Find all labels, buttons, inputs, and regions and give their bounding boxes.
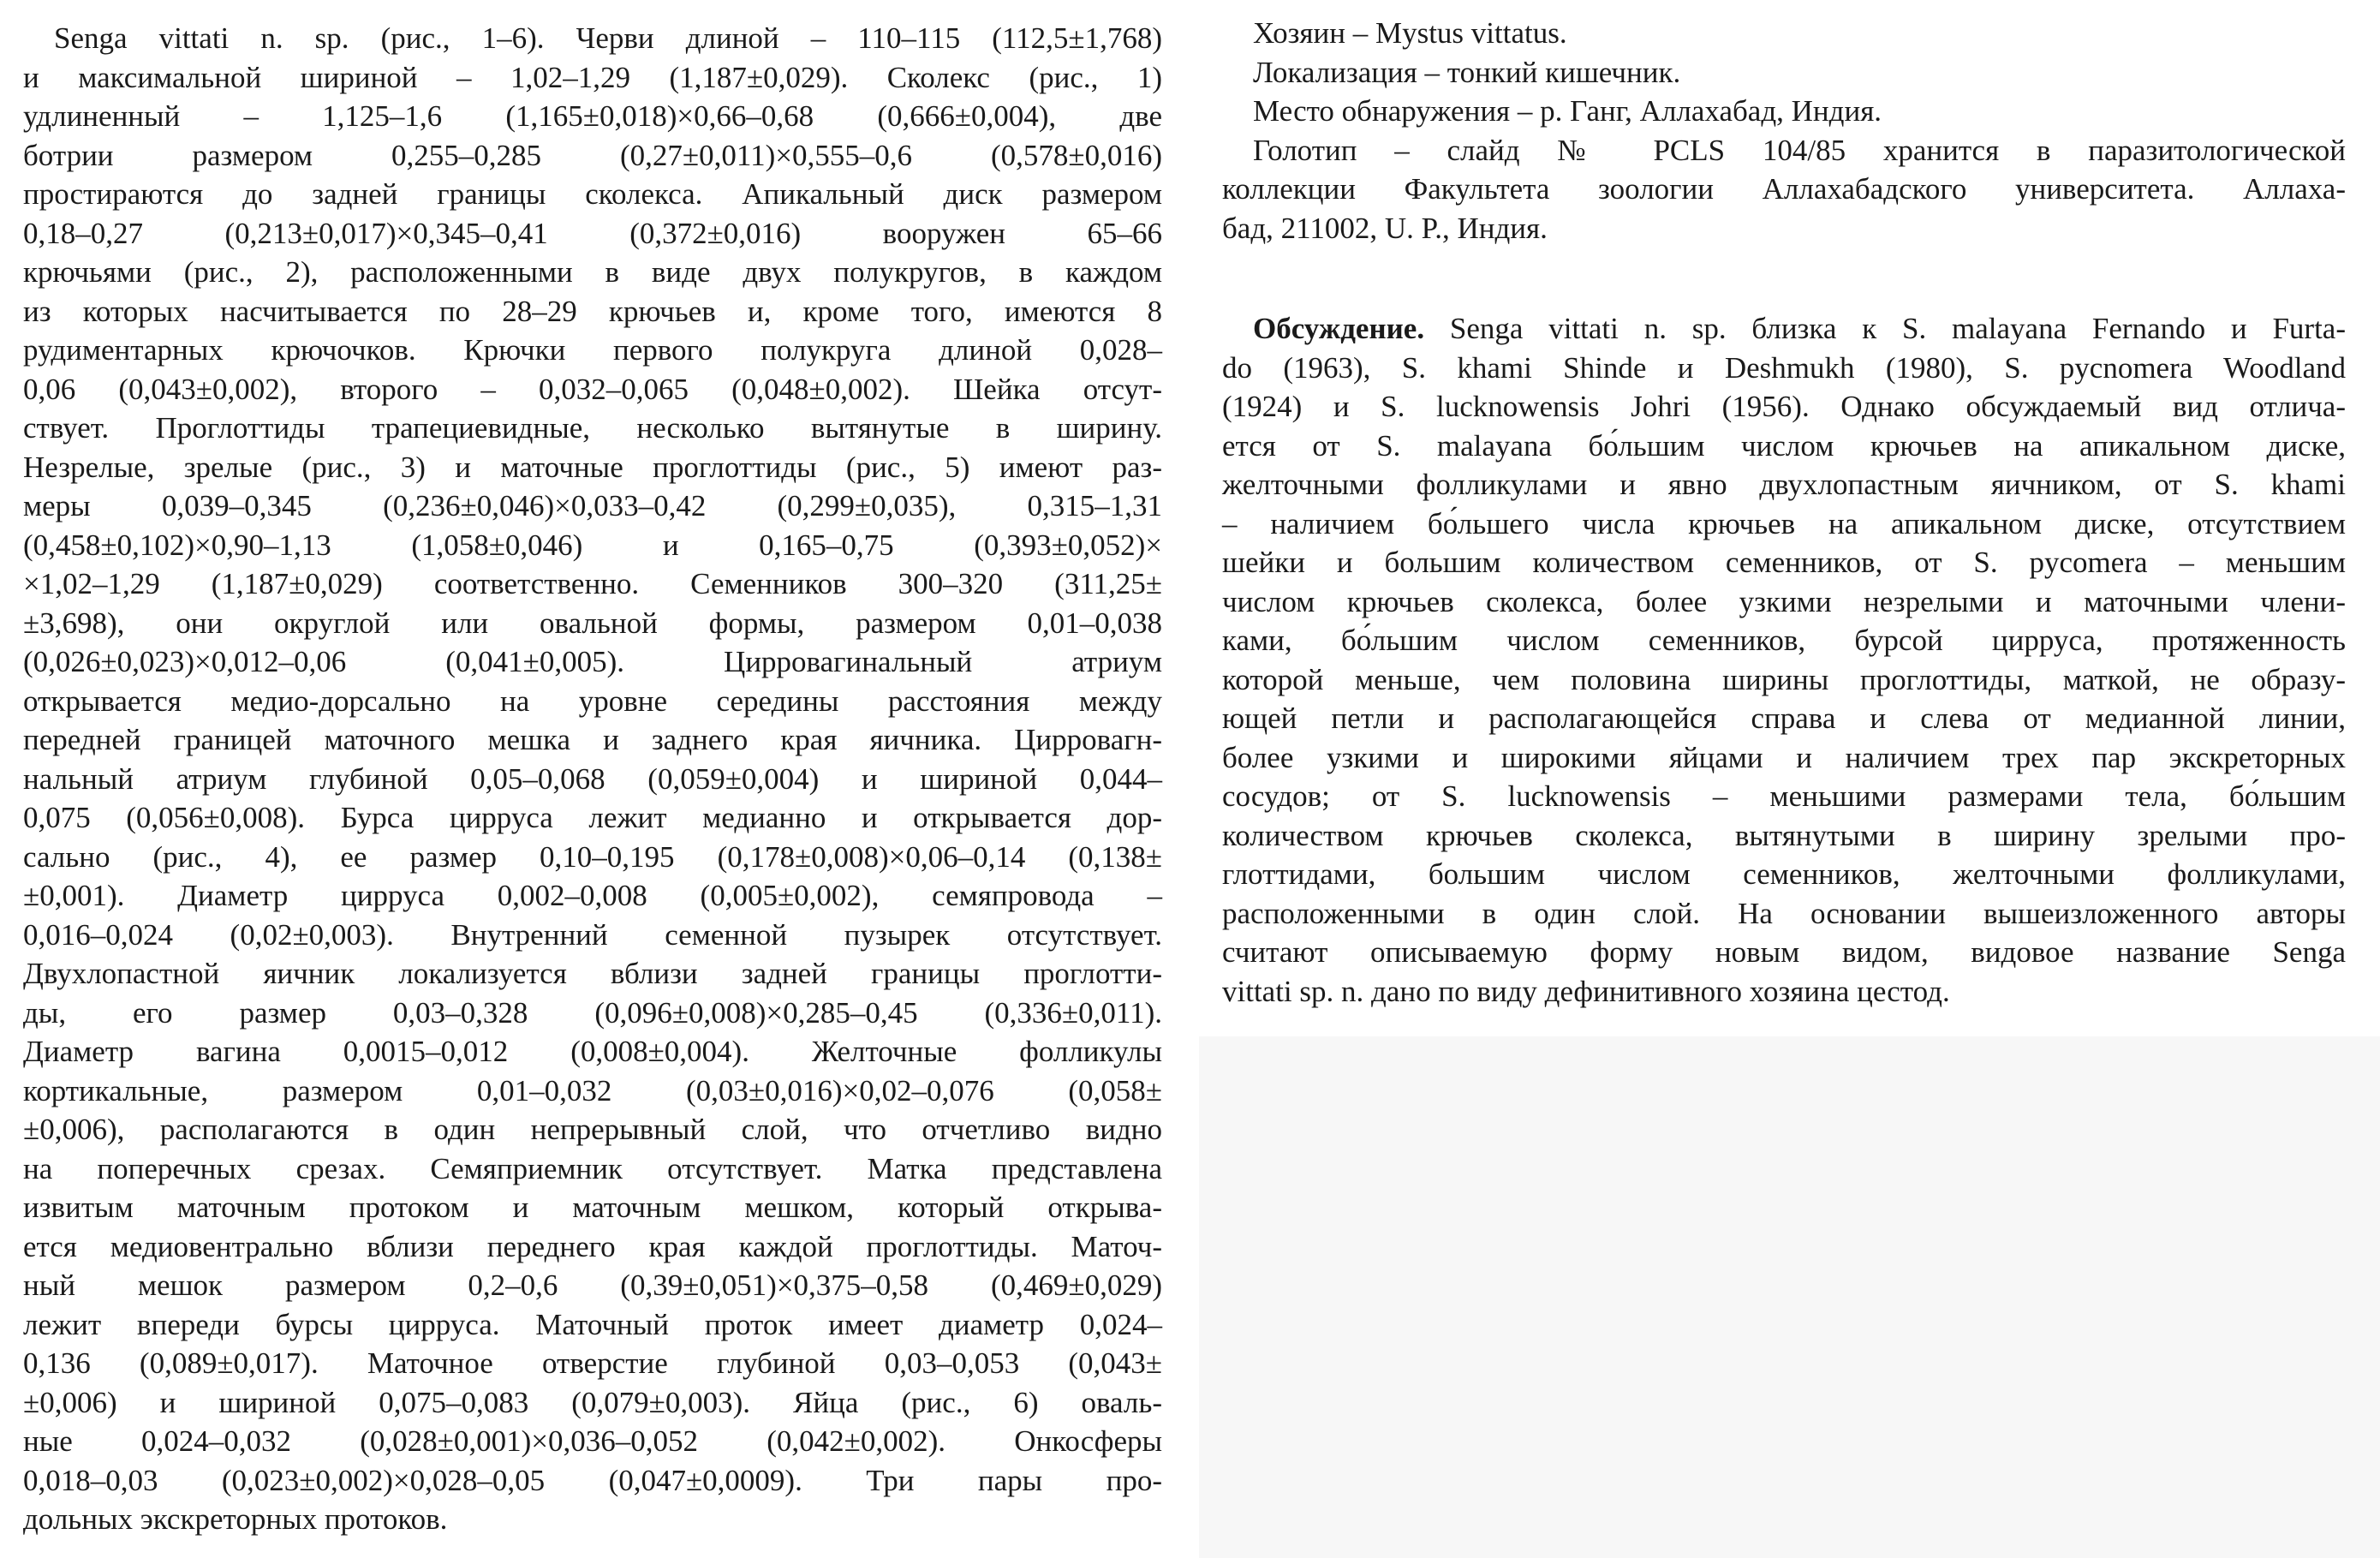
text-line: (1924) и S. lucknowensis Johri (1956). Однако обсуждаемый вид отлича-: [1222, 390, 2346, 423]
text-line: vittati sp. n. дано по виду дефинитивного хозяина цестод.: [1222, 974, 1950, 1008]
paragraph: [23, 19, 1162, 1539]
text-line: 0,018–0,03 (0,023±0,002)×0,028–0,05 (0,047±0,0009). Три пары про-: [23, 1463, 1162, 1497]
text-line: меры 0,039–0,345 (0,236±0,046)×0,033–0,42 (0,299±0,035), 0,315–1,31: [23, 489, 1162, 522]
text-line: бад, 211002, U. P., Индия.: [1222, 211, 1548, 245]
text-line: рудиментарных крючочков. Крючки первого полукруга длиной 0,028–: [23, 333, 1162, 367]
text-line: ботрии размером 0,255–0,285 (0,27±0,011)×0,555–0,6 (0,578±0,016): [23, 138, 1162, 172]
text-line: ющей петли и располагающейся справа и слева от медианной линии,: [1222, 701, 2346, 735]
text-line: желточными фолликулами и явно двухлопастным яичником, от S. khami: [1222, 468, 2346, 501]
text-line: лежит впереди бурсы цирруса. Маточный проток имеет диаметр 0,024–: [23, 1307, 1162, 1341]
paragraph: [1222, 92, 2346, 131]
text-line: (0,458±0,102)×0,90–1,13 (1,058±0,046) и 0,165–0,75 (0,393±0,052)×: [23, 528, 1162, 562]
text-line: Место обнаружения – р. Ганг, Аллахабад, Индия.: [1253, 94, 1882, 128]
text-line: 0,18–0,27 (0,213±0,017)×0,345–0,41 (0,372±0,016) вооружен 65–66: [23, 216, 1162, 250]
text-line: ды, его размер 0,03–0,328 (0,096±0,008)×0,285–0,45 (0,336±0,011).: [23, 995, 1162, 1030]
left-column-description: [23, 19, 1162, 1539]
paragraph: [1222, 53, 2346, 93]
text-line: кортикальные, размером 0,01–0,032 (0,03±0,016)×0,02–0,076 (0,058±: [23, 1073, 1162, 1107]
text-line: ные 0,024–0,032 (0,028±0,001)×0,036–0,052 (0,042±0,002). Онкосферы: [23, 1424, 1162, 1458]
text-line: дольных экскреторных протоков.: [23, 1502, 448, 1536]
text-line: расположенными в один слой. На основании вышеизложенного авторы: [1222, 896, 2346, 930]
text-line: 0,075 (0,056±0,008). Бурса цирруса лежит медианно и открывается дор-: [23, 801, 1162, 834]
text-line: Хозяин – Mystus vittatus.: [1253, 16, 1567, 50]
text-line: ±0,001). Диаметр цирруса 0,002–0,008 (0,005±0,002), семяпровода –: [23, 879, 1162, 912]
text-line: крючьями (рис., 2), расположенными в виде двух полукругов, в каждом: [23, 255, 1162, 289]
discussion-text: Senga vittati n. sp. близка к S. malayana Fernando и Furta-: [1424, 312, 2346, 345]
text-line: Незрелые, зрелые (рис., 3) и маточные проглоттиды (рис., 5) имеют раз-: [23, 450, 1162, 484]
text-line: ный мешок размером 0,2–0,6 (0,39±0,051)×0,375–0,58 (0,469±0,029): [23, 1268, 1162, 1302]
text-line: считают описываемую форму новым видом, видовое название Senga: [1222, 935, 2346, 969]
text-line: Senga vittati n. sp. (рис., 1–6). Черви длиной – 110–115 (112,5±1,768): [54, 21, 1162, 55]
discussion-section: [1222, 309, 2346, 1011]
text-line: нальный атриум глубиной 0,05–0,068 (0,059±0,004) и шириной 0,044–: [23, 761, 1162, 796]
text-line: ками, бо́льшим числом семенников, бурсой цирруса, протяженность: [1222, 624, 2346, 657]
text-line: из которых насчитывается по 28–29 крючьев и, кроме того, имеются 8: [23, 294, 1162, 328]
text-line: глоттидами, большим числом семенников, желточными фолликулами,: [1222, 857, 2346, 891]
text-line: и максимальной шириной – 1,02–1,29 (1,187±0,029). Сколекс (рис., 1): [23, 60, 1162, 94]
text-line: которой меньше, чем половина ширины проглоттиды, маткой, не образу-: [1222, 662, 2346, 696]
text-line: – наличием бо́льшего числа крючьев на апикальном диске, отсутствием: [1222, 506, 2346, 540]
text-line: 0,136 (0,089±0,017). Маточное отверстие глубиной 0,03–0,053 (0,043±: [23, 1346, 1162, 1380]
text-line: 0,06 (0,043±0,002), второго – 0,032–0,065 (0,048±0,002). Шейка отсут-: [23, 372, 1162, 406]
text-line: ×1,02–1,29 (1,187±0,029) соответственно. Семенников 300–320 (311,25±: [23, 567, 1162, 600]
paragraph: [1222, 131, 2346, 248]
text-line: на поперечных срезах. Семяприемник отсутствует. Матка представлена: [23, 1151, 1162, 1185]
text-line: открывается медио-дорсально на уровне середины расстояния между: [23, 683, 1162, 718]
text-line: Локализация – тонкий кишечник.: [1253, 55, 1681, 89]
text-line: Двухлопастной яичник локализуется вблизи задней границы проглотти-: [23, 957, 1162, 990]
text-line: ±0,006) и шириной 0,075–0,083 (0,079±0,003). Яйца (рис., 6) оваль-: [23, 1385, 1162, 1419]
text-line: извитым маточным протоком и маточным мешком, который открыва-: [23, 1191, 1162, 1224]
text-line: ется от S. malayana бо́льшим числом крючьев на апикальном диске,: [1222, 428, 2346, 463]
text-line: ±3,698), они округлой или овальной формы, размером 0,01–0,038: [23, 606, 1162, 640]
right-column: [1222, 14, 2346, 1011]
text-line: более узкими и широкими яйцами и наличием трех пар экскреторных: [1222, 740, 2346, 774]
text-line: ствует. Проглоттиды трапециевидные, несколько вытянутые в ширину.: [23, 411, 1162, 445]
text-line: коллекции Факультета зоологии Аллахабадского университета. Аллаха-: [1222, 172, 2346, 206]
host-and-holotype-info: [1222, 14, 2346, 248]
text-line: do (1963), S. khami Shinde и Deshmukh (1980), S. pycnomera Woodland: [1222, 350, 2346, 385]
text-line: ±0,006), располагаются в один непрерывный слой, что отчетливо видно: [23, 1113, 1162, 1146]
text-line: ется медиовентрально вблизи переднего края каждой проглоттиды. Маточ-: [23, 1229, 1162, 1263]
text-line: [1222, 309, 2346, 349]
text-line: сосудов; от S. lucknowensis – меньшими размерами тела, бо́льшим: [1222, 779, 2346, 813]
text-line: Диаметр вагина 0,0015–0,012 (0,008±0,004). Желточные фолликулы: [23, 1035, 1162, 1068]
text-line: 0,016–0,024 (0,02±0,003). Внутренний семенной пузырек отсутствует.: [23, 917, 1162, 952]
text-line: количеством крючьев сколекса, вытянутыми в ширину зрелыми про-: [1222, 818, 2346, 852]
text-line: простираются до задней границы сколекса. Апикальный диск размером: [23, 177, 1162, 211]
discussion-heading: Обсуждение.: [1253, 312, 1425, 345]
text-line: шейки и большим количеством семенников, от S. pycomera – меньшим: [1222, 546, 2346, 579]
text-line: сально (рис., 4), ее размер 0,10–0,195 (0,178±0,008)×0,06–0,14 (0,138±: [23, 839, 1162, 874]
text-line: числом крючьев сколекса, более узкими незрелыми и маточными члени-: [1222, 584, 2346, 618]
scan-background-shade: [1199, 1036, 2380, 1558]
text-line: (0,026±0,023)×0,012–0,06 (0,041±0,005). Цирровагинальный атриум: [23, 645, 1162, 678]
text-line: Голотип – слайд № PCLS 104/85 хранится в паразитологической: [1253, 133, 2346, 167]
text-line: передней границей маточного мешка и заднего края яичника. Цирровагн-: [23, 723, 1162, 756]
paragraph: [1222, 14, 2346, 53]
text-line: удлиненный – 1,125–1,6 (1,165±0,018)×0,66–0,68 (0,666±0,004), две: [23, 99, 1162, 133]
